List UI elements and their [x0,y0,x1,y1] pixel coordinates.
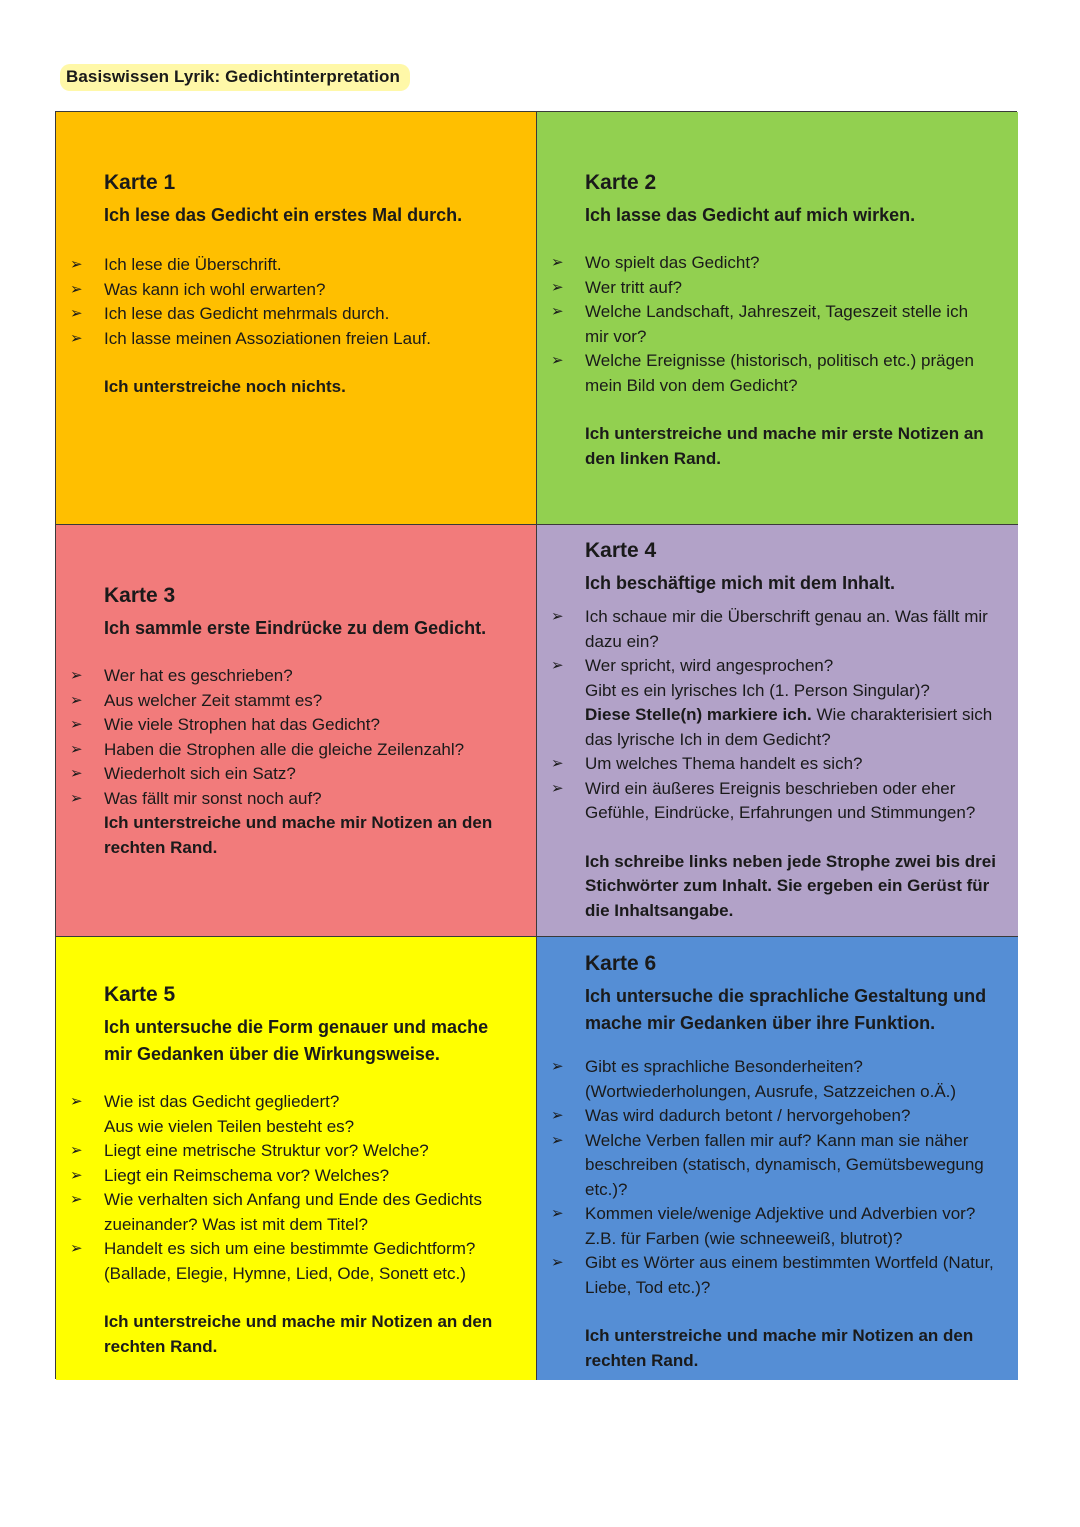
card-5-subtitle: Ich untersuche die Form genauer und mache mir Gedanken über die Wirkungsweise. [104,1017,489,1064]
list-item: ➢ Handelt es sich um eine bestimmte Gedichtform? (Ballade, Elegie, Hymne, Lied, Ode, Sonett etc.) [70,1239,476,1283]
list-item: ➢ Wie verhalten sich Anfang und Ende des Gedichts zueinander? Was ist mit dem Titel? [70,1190,483,1234]
card-1-note: Ich unterstreiche noch nichts. [104,377,346,396]
list-item: ➢ Liegt eine metrische Struktur vor? Welche? [104,1139,510,1164]
arrow-bullet-icon: ➢ [70,305,83,322]
card-6 [537,937,1018,1380]
arrow-bullet-icon: ➢ [70,765,83,782]
page-title: Basiswissen Lyrik: Gedichtinterpretation [60,64,410,91]
arrow-bullet-icon: ➢ [551,1131,564,1149]
card-4-title: Karte 4 [585,539,657,562]
card-grid [55,111,1017,1379]
card-2 [537,112,1018,525]
arrow-bullet-icon: ➢ [551,303,564,320]
arrow-bullet-icon: ➢ [70,1093,83,1110]
list-item: ➢ Kommen viele/wenige Adjektive und Adverbien vor? Z.B. für Farben (wie schneeweiß, blutrot)? [551,1204,976,1248]
card-4-subtitle: Ich beschäftige mich mit dem Inhalt. [585,573,896,593]
list-item: ➢ Wo spielt das Gedicht? [585,251,996,276]
arrow-bullet-icon: ➢ [551,779,564,797]
arrow-bullet-icon: ➢ [70,1240,83,1257]
card-1-title: Karte 1 [104,171,176,194]
arrow-bullet-icon: ➢ [70,1191,83,1208]
arrow-bullet-icon: ➢ [551,278,564,296]
card-3-note: Ich unterstreiche und mache mir Notizen an den rechten Rand. [104,813,493,857]
arrow-bullet-icon: ➢ [70,716,83,733]
list-item: ➢ Was wird dadurch betont / hervorgehoben? [585,1104,1010,1129]
arrow-bullet-icon: ➢ [70,789,83,807]
arrow-bullet-icon: ➢ [551,657,564,674]
arrow-bullet-icon: ➢ [70,329,83,347]
arrow-bullet-icon: ➢ [551,352,564,369]
card-4-note: Ich schreibe links neben jede Strophe zwei bis drei Stichwörter zum Inhalt. Sie ergeben ein Gerüst für die Inhaltsangabe. [585,851,996,920]
list-item: ➢ Wird ein äußeres Ereignis beschrieben oder eher Gefühle, Eindrücke, Erfahrungen und Stimmungen? [551,778,976,822]
card-3 [56,525,537,937]
arrow-bullet-icon: ➢ [70,691,83,709]
arrow-bullet-icon: ➢ [70,1166,83,1184]
list-item: ➢ Welche Verben fallen mir auf? Kann man sie näher beschreiben (statisch, dynamisch, Gemütsbewegung etc.)? [551,1130,984,1199]
card-6-subtitle: Ich untersuche die sprachliche Gestaltung und mache mir Gedanken über ihre Funktion. [585,986,987,1033]
card-5-list [70,1090,510,1286]
arrow-bullet-icon: ➢ [70,1142,83,1159]
list-item-continuation: Gibt es ein lyrisches Ich (1. Person Singular)? [585,680,930,700]
list-item: ➢ Wer hat es geschrieben? [104,664,526,689]
arrow-bullet-icon: ➢ [551,1058,564,1075]
card-6-title: Karte 6 [585,952,657,975]
arrow-bullet-icon: ➢ [551,254,564,271]
card-4-list [551,605,1010,826]
arrow-bullet-icon: ➢ [551,1254,564,1271]
arrow-bullet-icon: ➢ [70,256,83,273]
card-2-subtitle: Ich lasse das Gedicht auf mich wirken. [585,205,916,225]
card-3-title: Karte 3 [104,584,176,607]
list-item: ➢ Ich schaue mir die Überschrift genau an. Was fällt mir dazu ein? [551,607,988,651]
list-item: ➢ Was kann ich wohl erwarten? [104,278,526,303]
list-item: ➢ Wer spricht, wird angesprochen? [585,654,1010,679]
arrow-bullet-icon: ➢ [551,755,564,772]
list-item: ➢ Gibt es Wörter aus einem bestimmten Wortfeld (Natur, Liebe, Tod etc.)? [551,1253,994,1297]
list-item: ➢ Liegt ein Reimschema vor? Welches? [104,1164,510,1189]
arrow-bullet-icon: ➢ [551,608,564,625]
card-5-title: Karte 5 [104,983,176,1006]
card-6-note: Ich unterstreiche und mache mir Notizen an den rechten Rand. [585,1326,974,1370]
card-3-subtitle: Ich sammle erste Eindrücke zu dem Gedicht. [104,618,487,638]
card-1-subtitle: Ich lese das Gedicht ein erstes Mal durch. [104,205,463,225]
card-6-list [551,1055,1010,1300]
card-5 [56,937,537,1380]
list-item: ➢ Aus welcher Zeit stammt es? [104,689,526,714]
arrow-bullet-icon: ➢ [551,1107,564,1124]
list-item: ➢ Gibt es sprachliche Besonderheiten? (Wortwiederholungen, Ausrufe, Satzzeichen o.Ä.) [551,1057,957,1101]
list-item: ➢ Was fällt mir sonst noch auf? [104,787,526,812]
card-2-note: Ich unterstreiche und mache mir erste Notizen an den linken Rand. [585,424,984,468]
list-item: ➢ Wie ist das Gedicht gegliedert? [104,1090,510,1115]
list-item-continuation: Aus wie vielen Teilen besteht es? [104,1116,355,1136]
list-item: ➢ Ich lasse meinen Assoziationen freien Lauf. [104,327,526,352]
list-item: ➢ Ich lese das Gedicht mehrmals durch. [104,302,526,327]
list-item: ➢ Um welches Thema handelt es sich? [585,752,1010,777]
card-1-list [70,253,526,351]
card-2-list [551,251,996,398]
list-item: ➢ Ich lese die Überschrift. [104,253,526,278]
arrow-bullet-icon: ➢ [551,1205,564,1222]
arrow-bullet-icon: ➢ [70,740,83,758]
card-3-list [70,664,526,811]
list-item: ➢ Welche Ereignisse (historisch, politisch etc.) prägen mein Bild von dem Gedicht? [551,351,974,395]
card-4 [537,525,1018,937]
arrow-bullet-icon: ➢ [70,280,83,298]
card-2-title: Karte 2 [585,171,657,194]
list-item: ➢ Haben die Strophen alle die gleiche Zeilenzahl? [104,738,526,763]
card-1 [56,112,537,525]
list-item: ➢ Wer tritt auf? [585,276,996,301]
arrow-bullet-icon: ➢ [70,667,83,684]
list-item: ➢ Welche Landschaft, Jahreszeit, Tageszeit stelle ich mir vor? [551,302,969,346]
card-5-note: Ich unterstreiche und mache mir Notizen an den rechten Rand. [104,1312,493,1356]
list-item-continuation: Diese Stelle(n) markiere ich. Wie charakterisiert sich das lyrische Ich in dem Gedicht? [585,705,993,749]
list-item: ➢ Wiederholt sich ein Satz? [104,762,526,787]
list-item: ➢ Wie viele Strophen hat das Gedicht? [104,713,526,738]
